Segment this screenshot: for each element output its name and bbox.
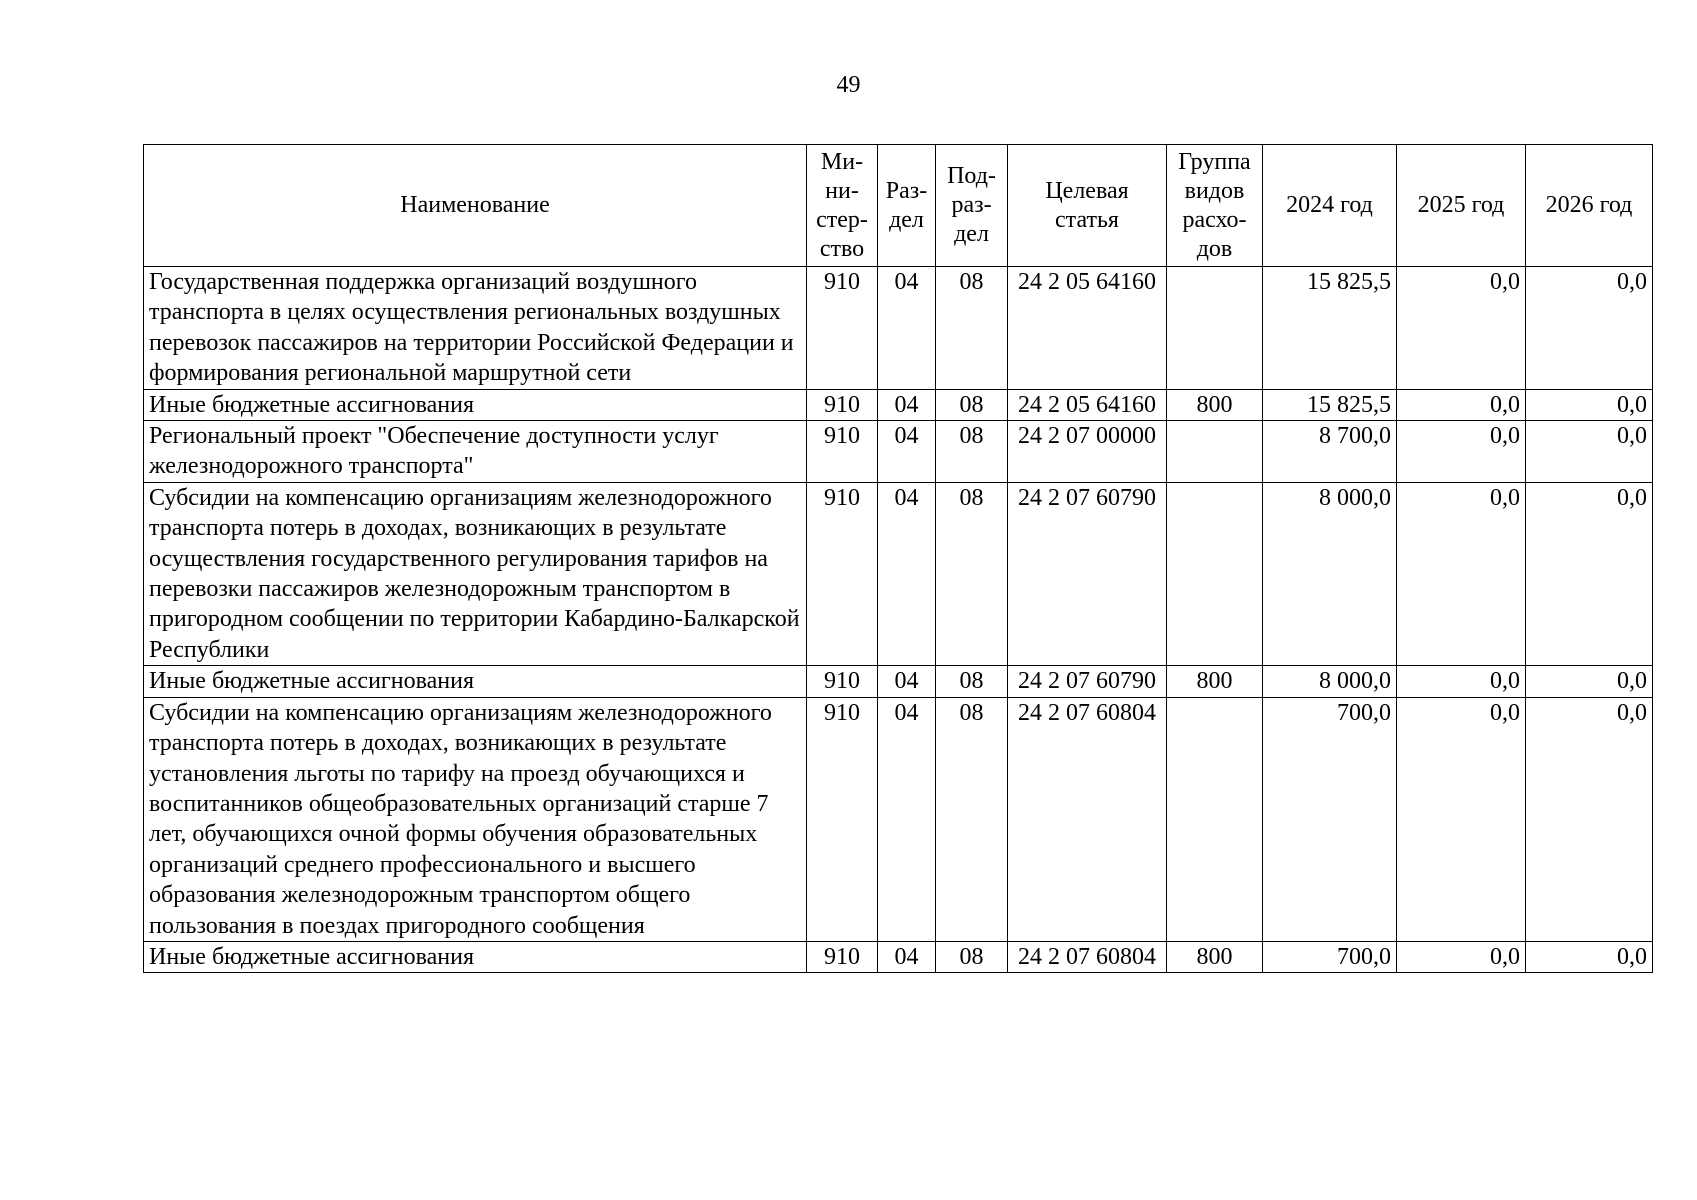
cell-2025: 0,0 <box>1397 421 1526 483</box>
cell-2025: 0,0 <box>1397 941 1526 972</box>
cell-2026: 0,0 <box>1526 697 1653 941</box>
cell-2025: 0,0 <box>1397 482 1526 665</box>
cell-expense-group: 800 <box>1167 666 1263 697</box>
table-row <box>144 697 1653 941</box>
table-row <box>144 666 1653 697</box>
cell-2024: 700,0 <box>1263 697 1397 941</box>
cell-subsection: 08 <box>936 666 1008 697</box>
cell-subsection: 08 <box>936 482 1008 665</box>
header-2025 <box>1397 145 1526 267</box>
header-expense-group-text: Группа видов расхо- дов <box>1178 148 1251 262</box>
cell-target-item: 24 2 05 64160 <box>1008 267 1167 390</box>
cell-target-item: 24 2 05 64160 <box>1008 389 1167 420</box>
cell-2025: 0,0 <box>1397 267 1526 390</box>
header-section-text: Раз- дел <box>885 177 928 233</box>
header-2024 <box>1263 145 1397 267</box>
cell-target-item: 24 2 07 00000 <box>1008 421 1167 483</box>
cell-section: 04 <box>878 389 936 420</box>
header-subsection-text: Под- раз- дел <box>947 163 996 247</box>
cell-section: 04 <box>878 267 936 390</box>
cell-2025: 0,0 <box>1397 666 1526 697</box>
cell-ministry: 910 <box>807 482 878 665</box>
cell-2024: 8 700,0 <box>1263 421 1397 483</box>
cell-subsection: 08 <box>936 697 1008 941</box>
cell-name: Иные бюджетные ассигнования <box>144 941 807 972</box>
cell-section: 04 <box>878 482 936 665</box>
header-subsection <box>936 145 1008 267</box>
cell-target-item: 24 2 07 60790 <box>1008 666 1167 697</box>
header-name <box>144 145 807 267</box>
cell-name: Субсидии на компенсацию организациям железнодорожного транспорта потерь в доходах, возникающих в результате осуществления государственного регулирования тарифов на перевозки пассажиров железнодорожным транспортом в пригородном сообщении по территории Кабардино-Балкарской Республики <box>144 482 807 665</box>
page-number: 49 <box>836 72 861 98</box>
cell-2024: 700,0 <box>1263 941 1397 972</box>
table-row <box>144 482 1653 665</box>
cell-ministry: 910 <box>807 697 878 941</box>
cell-subsection: 08 <box>936 267 1008 390</box>
cell-section: 04 <box>878 941 936 972</box>
cell-section: 04 <box>878 697 936 941</box>
header-name-text: Наименование <box>400 192 550 218</box>
cell-ministry: 910 <box>807 666 878 697</box>
cell-subsection: 08 <box>936 389 1008 420</box>
table-row <box>144 941 1653 972</box>
cell-subsection: 08 <box>936 941 1008 972</box>
cell-name: Государственная поддержка организаций воздушного транспорта в целях осуществления региональных воздушных перевозок пассажиров на территории Российской Федерации и формирования региональной маршрутной сети <box>144 267 807 390</box>
cell-2025: 0,0 <box>1397 697 1526 941</box>
cell-expense-group <box>1167 421 1263 483</box>
header-target-item <box>1008 145 1167 267</box>
cell-target-item: 24 2 07 60804 <box>1008 941 1167 972</box>
cell-name: Субсидии на компенсацию организациям железнодорожного транспорта потерь в доходах, возникающих в результате установления льготы по тарифу на проезд обучающихся и воспитанников общеобразовательных организаций старше 7 лет, обучающихся очной формы обучения образовательных организаций среднего профессионального и высшего образования железнодорожным транспортом общего пользования в поездах пригородного сообщения <box>144 697 807 941</box>
cell-2026: 0,0 <box>1526 482 1653 665</box>
cell-2026: 0,0 <box>1526 267 1653 390</box>
cell-ministry: 910 <box>807 389 878 420</box>
table-row <box>144 267 1653 390</box>
header-section <box>878 145 936 267</box>
cell-expense-group <box>1167 697 1263 941</box>
cell-name: Региональный проект "Обеспечение доступности услуг железнодорожного транспорта" <box>144 421 807 483</box>
cell-2025: 0,0 <box>1397 389 1526 420</box>
cell-name: Иные бюджетные ассигнования <box>144 389 807 420</box>
cell-2024: 15 825,5 <box>1263 389 1397 420</box>
header-row <box>144 145 1653 267</box>
cell-ministry: 910 <box>807 941 878 972</box>
cell-2026: 0,0 <box>1526 941 1653 972</box>
cell-2026: 0,0 <box>1526 421 1653 483</box>
cell-subsection: 08 <box>936 421 1008 483</box>
budget-table <box>143 144 1653 973</box>
header-2026-text: 2026 год <box>1545 192 1633 218</box>
header-target-item-text: Целевая статья <box>1045 177 1129 233</box>
table-row <box>144 389 1653 420</box>
cell-2024: 8 000,0 <box>1263 482 1397 665</box>
cell-ministry: 910 <box>807 267 878 390</box>
cell-2024: 8 000,0 <box>1263 666 1397 697</box>
header-ministry-text: Ми- ни- стер- ство <box>816 148 868 262</box>
cell-section: 04 <box>878 421 936 483</box>
cell-2026: 0,0 <box>1526 389 1653 420</box>
cell-ministry: 910 <box>807 421 878 483</box>
cell-2024: 15 825,5 <box>1263 267 1397 390</box>
cell-name: Иные бюджетные ассигнования <box>144 666 807 697</box>
header-expense-group <box>1167 145 1263 267</box>
cell-expense-group <box>1167 482 1263 665</box>
cell-target-item: 24 2 07 60804 <box>1008 697 1167 941</box>
header-2026 <box>1526 145 1653 267</box>
table-row <box>144 421 1653 483</box>
header-ministry <box>807 145 878 267</box>
cell-expense-group <box>1167 267 1263 390</box>
header-2025-text: 2025 год <box>1417 192 1505 218</box>
cell-section: 04 <box>878 666 936 697</box>
cell-target-item: 24 2 07 60790 <box>1008 482 1167 665</box>
cell-expense-group: 800 <box>1167 389 1263 420</box>
cell-2026: 0,0 <box>1526 666 1653 697</box>
header-2024-text: 2024 год <box>1286 192 1373 218</box>
cell-expense-group: 800 <box>1167 941 1263 972</box>
